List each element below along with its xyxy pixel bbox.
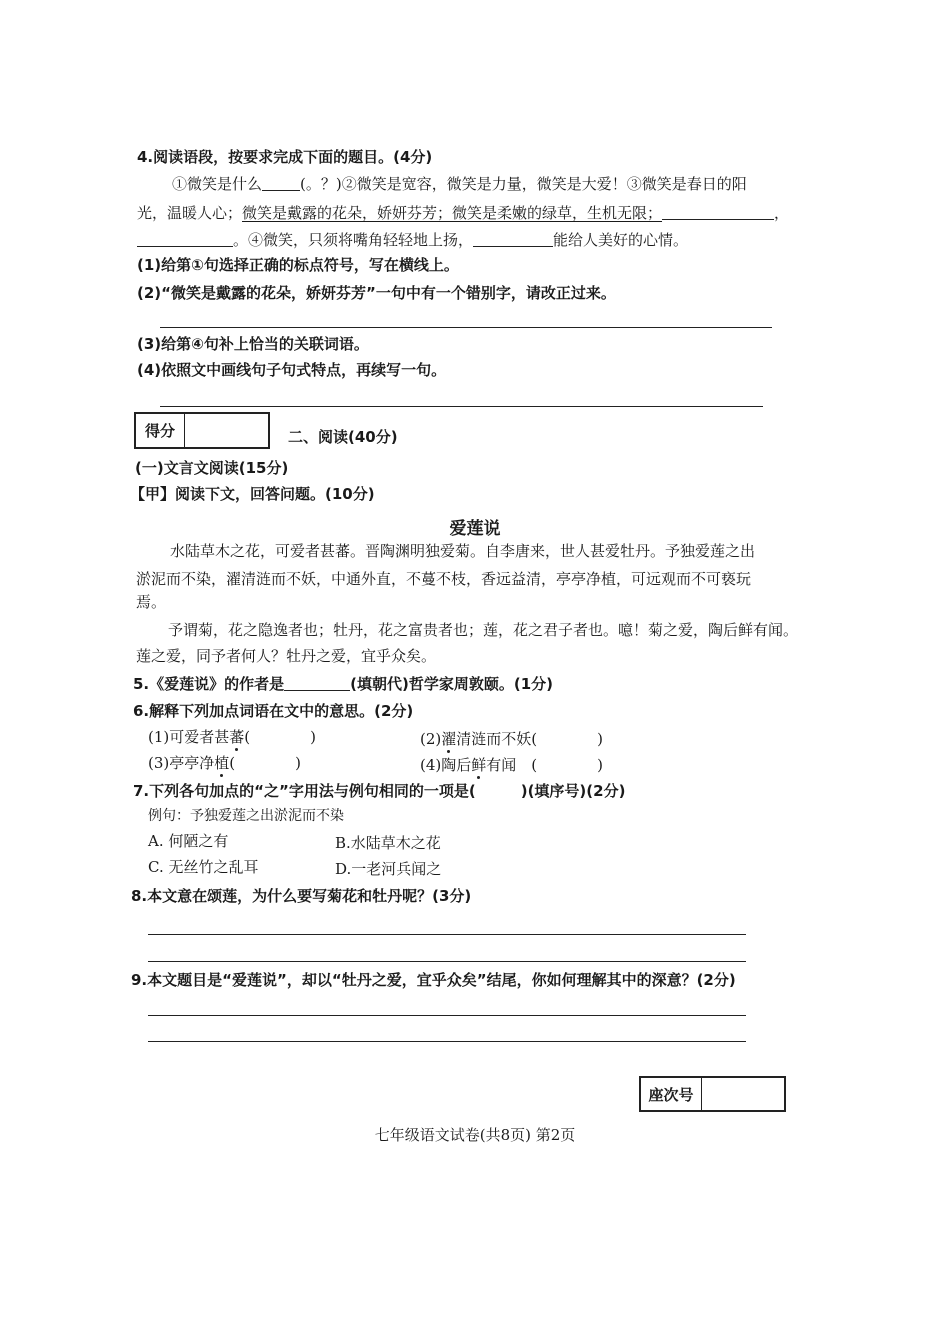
essay-line3: 焉。 — [136, 593, 167, 611]
q4-blank-continue-1[interactable] — [662, 205, 774, 220]
q4-title: 4.阅读语段，按要求完成下面的题目。(4分) — [137, 148, 433, 166]
q8-answer-line-2[interactable] — [148, 961, 746, 962]
q4-answer-line-4[interactable] — [160, 406, 763, 407]
q9-answer-line-2[interactable] — [148, 1041, 746, 1042]
q5-text: 5.《爱莲说》的作者是 (填朝代)哲学家周敦颐。(1分) — [133, 675, 554, 693]
q8-answer-line-1[interactable] — [148, 934, 746, 935]
q4-answer-line-2[interactable] — [160, 327, 772, 328]
q4-sub4: (4)依照文中画线句子句式特点，再续写一句。 — [137, 361, 447, 379]
score-box — [134, 412, 270, 449]
q6-item3: (3)亭亭净植( ) — [148, 754, 301, 772]
q7-option-c: C. 无丝竹之乱耳 — [148, 858, 259, 876]
seat-box — [639, 1076, 786, 1112]
section2-sub1: (一)文言文阅读(15分) — [135, 459, 289, 477]
q4-underlined-sentence: 微笑是戴露的花朵，娇妍芬芳；微笑是柔嫩的绿草，生机无限； — [242, 204, 663, 222]
q4-sub2: (2)“微笑是戴露的花朵，娇妍芬芳”一句中有一个错别字，请改正过来。 — [137, 284, 616, 302]
q9-title: 9.本文题目是“爱莲说”，却以“牡丹之爱，宜乎众矣”结尾，你如何理解其中的深意？(2分) — [131, 971, 736, 989]
essay-line1: 水陆草木之花，可爱者甚蕃。晋陶渊明独爱菊。自李唐来，世人甚爱牡丹。予独爱莲之出 — [170, 542, 756, 560]
q4-sub3: (3)给第④句补上恰当的关联词语。 — [137, 335, 369, 353]
q4-line2: 光，温暖人心；微笑是戴露的花朵，娇妍芬芳；微笑是柔嫩的绿草，生机无限； ， — [137, 204, 790, 222]
q4-sub1: (1)给第①句选择正确的标点符号，写在横线上。 — [137, 256, 459, 274]
essay-line5: 莲之爱，同予者何人？牡丹之爱，宜乎众矣。 — [136, 647, 437, 665]
q6-title: 6.解释下列加点词语在文中的意思。(2分) — [133, 702, 414, 720]
q7-title: 7.下列各句加点的“之”字用法与例句相同的一项是( )(填序号)(2分) — [133, 782, 626, 800]
q4-blank-continue-2[interactable] — [137, 232, 233, 247]
q7-option-d: D.一老河兵闻之 — [335, 860, 442, 878]
q6-item2: (2)濯清涟而不妖( ) — [420, 730, 603, 748]
essay-line2: 淤泥而不染，濯清涟而不妖，中通外直，不蔓不枝，香远益清，亭亭净植，可远观而不可亵玩 — [136, 570, 752, 588]
section2-sub1a: 【甲】阅读下文，回答问题。(10分) — [130, 485, 375, 503]
q7-example: 例句：予独爱莲之出淤泥而不染 — [148, 808, 344, 824]
q7-option-b: B.水陆草木之花 — [335, 834, 441, 852]
seat-label: 座次号 — [641, 1078, 702, 1110]
q7-option-a: A. 何陋之有 — [148, 832, 229, 850]
q6-item4: (4)陶后鲜有闻 ( ) — [420, 756, 603, 774]
q8-title: 8.本文意在颂莲，为什么要写菊花和牡丹呢？(3分) — [131, 887, 472, 905]
essay-line4: 予谓菊，花之隐逸者也；牡丹，花之富贵者也；莲，花之君子者也。噫！菊之爱，陶后鲜有闻。 — [168, 621, 799, 639]
q6-item1: (1)可爱者甚蕃( ) — [148, 728, 316, 746]
q4-line3: 。④微笑，只须将嘴角轻轻地上扬， 能给人美好的心情。 — [137, 230, 688, 250]
section2-heading: 二、阅读(40分) — [288, 428, 398, 446]
page-footer: 七年级语文试卷(共8页) 第2页 — [374, 1126, 576, 1144]
q9-answer-line-1[interactable] — [148, 1015, 746, 1016]
score-label: 得分 — [136, 414, 185, 447]
q5-blank-dynasty[interactable] — [284, 676, 350, 691]
q4-line1: ①微笑是什么 (。？)②微笑是宽容，微笑是力量，微笑是大爱！③微笑是春日的阳 — [172, 175, 747, 193]
q4-blank-punct[interactable] — [262, 176, 300, 191]
essay-title: 爱莲说 — [449, 519, 501, 539]
q4-blank-conjunction[interactable] — [473, 232, 553, 247]
